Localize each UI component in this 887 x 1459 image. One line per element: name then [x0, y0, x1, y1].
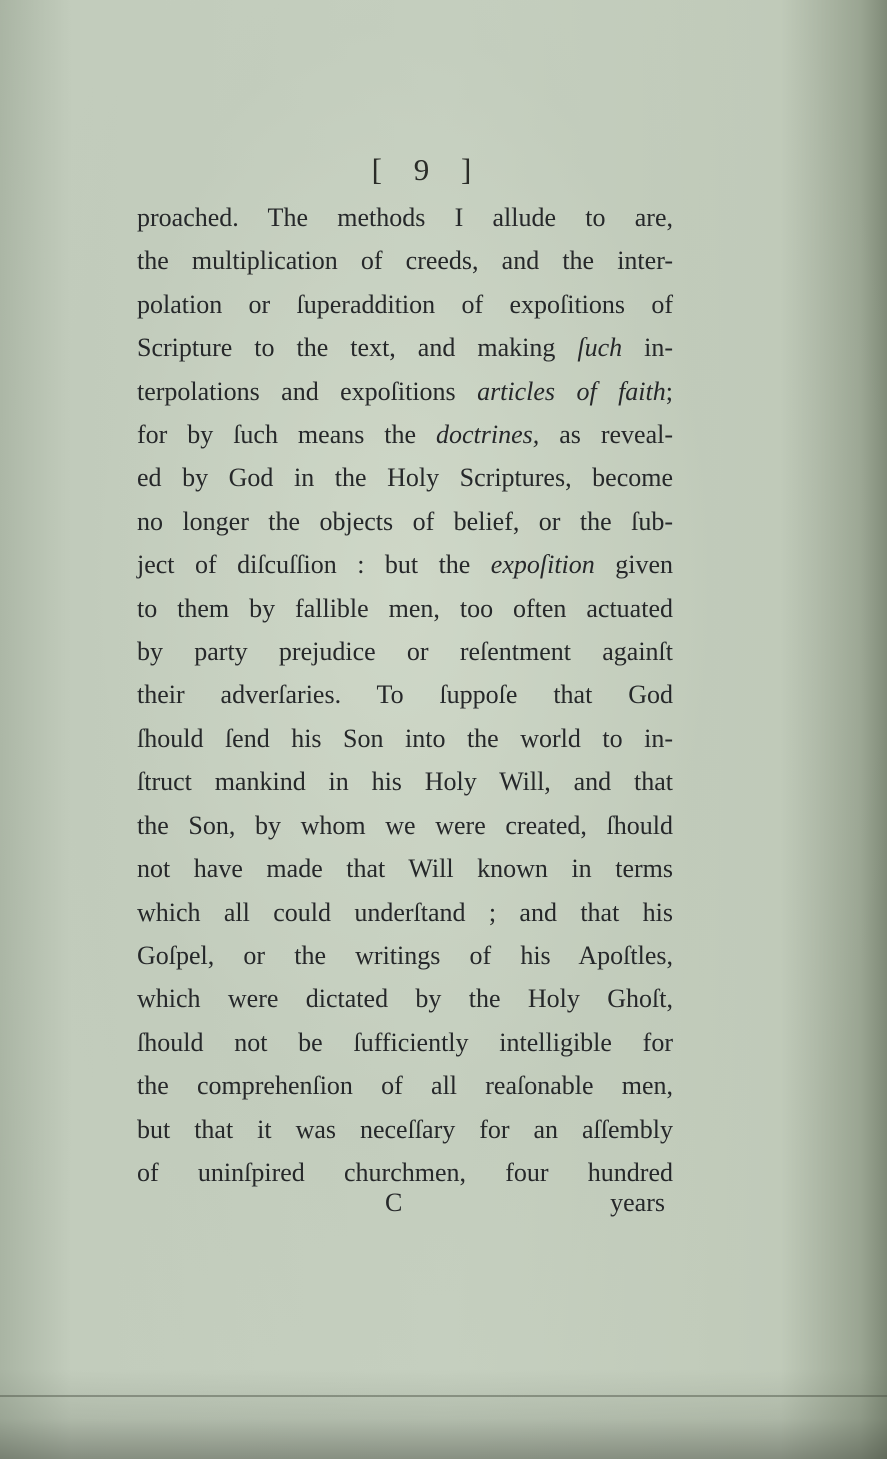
catchword: years	[610, 1188, 665, 1217]
text-segment: polation or ſuperaddition of expoſitions of	[137, 289, 673, 319]
text-segment: but that it was neceſſary for an aſſembly	[137, 1114, 673, 1144]
page-footer	[137, 1188, 673, 1228]
text-segment: as reveal-	[539, 420, 673, 450]
text-line	[137, 891, 673, 934]
text-segment: the comprehenſion of all reaſonable men,	[137, 1071, 673, 1101]
text-segment: ſhould ſend his Son into the world to in-	[137, 723, 673, 753]
text-line	[137, 934, 673, 977]
text-segment: of uninſpired churchmen, four hundred	[137, 1157, 673, 1187]
text-line	[137, 456, 673, 499]
text-segment: which were dictated by the Holy Ghoſt,	[137, 984, 673, 1014]
text-segment: ed by God in the Holy Scriptures, become	[137, 463, 673, 493]
text-segment: Goſpel, or the writings of his Apoſtles,	[137, 940, 673, 970]
page-crease	[0, 1395, 887, 1397]
text-line	[137, 847, 673, 890]
text-line	[137, 630, 673, 673]
text-segment: ſtruct mankind in his Holy Will, and that	[137, 767, 673, 797]
text-segment: no longer the objects of belief, or the ſub-	[137, 506, 673, 536]
text-line	[137, 673, 673, 716]
text-segment: for by ſuch means the	[137, 420, 437, 450]
text-segment: terpolations and expoſitions	[137, 376, 478, 406]
text-line	[137, 587, 673, 630]
text-line	[137, 413, 673, 456]
italic-segment: articles of faith	[477, 376, 666, 406]
text-segment: Scripture to the text, and making	[137, 333, 578, 363]
text-segment: given	[594, 550, 674, 580]
body-text	[137, 196, 673, 1194]
text-segment: to them by fallible men, too often actuated	[137, 593, 673, 623]
text-segment: which all could underſtand ; and that his	[137, 897, 673, 927]
text-segment: proached. The methods I allude to are,	[137, 203, 673, 232]
text-segment: the Son, by whom we were created, ſhould	[137, 810, 673, 840]
text-segment: ject of diſcuſſion : but the	[137, 550, 491, 580]
italic-segment: ſuch	[577, 333, 623, 363]
text-line	[137, 326, 673, 369]
text-line	[137, 804, 673, 847]
italic-segment: doctrines,	[436, 420, 540, 450]
text-line	[137, 1064, 673, 1107]
text-segment: ;	[665, 376, 673, 406]
text-line	[137, 760, 673, 803]
text-line	[137, 370, 673, 413]
text-line	[137, 543, 673, 586]
text-line	[137, 717, 673, 760]
text-segment: by party prejudice or reſentment againſt	[137, 637, 673, 667]
signature-mark: C	[385, 1188, 403, 1217]
text-segment: their adverſaries. To ſuppoſe that God	[137, 680, 673, 710]
text-line	[137, 1021, 673, 1064]
text-line	[137, 283, 673, 326]
text-line	[137, 239, 673, 282]
page-number-header: [ 9 ]	[371, 152, 484, 187]
text-segment: ſhould not be ſufficiently intelligible for	[137, 1027, 673, 1057]
text-line	[137, 196, 673, 239]
text-segment: in-	[622, 333, 673, 363]
text-line	[137, 500, 673, 543]
text-segment: not have made that Will known in terms	[137, 854, 673, 884]
text-line	[137, 977, 673, 1020]
italic-segment: expoſition	[490, 550, 595, 580]
text-line	[137, 1108, 673, 1151]
text-segment: the multiplication of creeds, and the inter-	[137, 246, 673, 276]
